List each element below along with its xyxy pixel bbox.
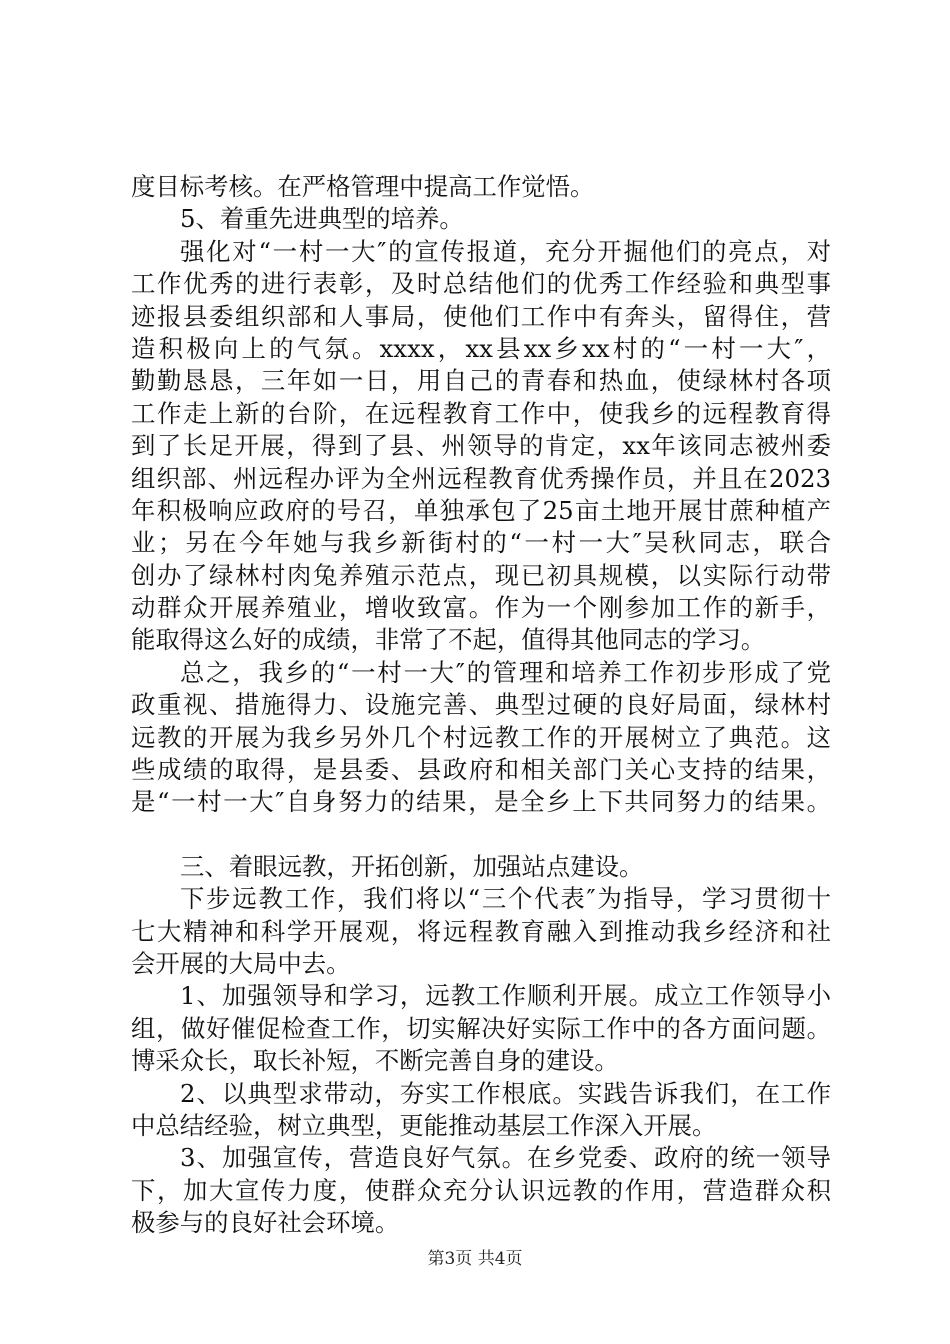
text-line: 创办了绿林村肉兔养殖示范点，现已初具规模，以实际行动带: [131, 560, 831, 590]
text-line: 工作优秀的进行表彰，及时总结他们的优秀工作经验和典型事: [131, 269, 831, 299]
text-line: 下，加大宣传力度，使群众充分认识远教的作用，营造群众积: [131, 1175, 831, 1205]
text-line: 些成绩的取得，是县委、县政府和相关部门关心支持的结果，: [131, 755, 831, 785]
text-line: 七大精神和科学开展观，将远程教育融入到推动我乡经济和社: [131, 916, 831, 946]
text-line: 年积极响应政府的号召，单独承包了25亩土地开展甘蔗种植产: [131, 495, 831, 525]
text-line: 组，做好催促检查工作，切实解决好实际工作中的各方面问题。: [131, 1013, 831, 1043]
text-line: 政重视、措施得力、设施完善、典型过硬的良好局面，绿林村: [131, 690, 831, 720]
text-line: 度目标考核。在严格管理中提高工作觉悟。: [131, 172, 595, 201]
text-line: 中总结经验，树立典型，更能推动基层工作深入开展。: [131, 1110, 717, 1140]
text-line: 3、加强宣传，营造良好气氛。在乡党委、政府的统一领导: [180, 1143, 831, 1173]
section-heading: 三、着眼远教，开拓创新，加强站点建设。: [180, 851, 644, 881]
text-line: 动群众开展养殖业，增收致富。作为一个刚参加工作的新手，: [131, 593, 831, 623]
text-line: 业；另在今年她与我乡新街村的“一村一大″吴秋同志，联合: [131, 528, 831, 558]
text-line: 到了长足开展，得到了县、州领导的肯定，xx年该同志被州委: [131, 431, 831, 461]
section-heading: 5、着重先进典型的培养。: [180, 204, 464, 234]
paragraph-gap: [131, 819, 831, 851]
text-line: 强化对“一村一大″的宣传报道，充分开掘他们的亮点，对: [180, 236, 831, 266]
text-line: 工作走上新的台阶，在远程教育工作中，使我乡的远程教育得: [131, 398, 831, 428]
text-line: 会开展的大局中去。: [131, 948, 351, 978]
text-line: 极参与的良好社会环境。: [131, 1208, 400, 1238]
text-line: 1、加强领导和学习，远教工作顺利开展。成立工作领导小: [180, 981, 831, 1011]
text-line: 组织部、州远程办评为全州远程教育优秀操作员，并且在2023: [131, 463, 831, 493]
text-line: 造积极向上的气氛。xxxx，xx县xx乡xx村的“一村一大″，: [131, 333, 831, 363]
text-line: 勤勤恳恳，三年如一日，用自己的青春和热血，使绿林村各项: [131, 366, 831, 396]
document-body: [131, 171, 831, 1240]
text-line: 博采众长，取长补短，不断完善自身的建设。: [131, 1046, 619, 1076]
page-footer: 第3页 共4页: [427, 1249, 523, 1269]
text-line: 是“一村一大″自身努力的结果，是全乡上下共同努力的结果。: [131, 787, 831, 817]
text-line: 能取得这么好的成绩，非常了不起，值得其他同志的学习。: [131, 625, 766, 655]
text-line: 远教的开展为我乡另外几个村远教工作的开展树立了典范。这: [131, 722, 831, 752]
text-line: 下步远教工作，我们将以“三个代表″为指导，学习贯彻十: [180, 884, 831, 914]
text-line: 总之，我乡的“一村一大″的管理和培养工作初步形成了党: [180, 657, 831, 687]
text-line: 迹报县委组织部和人事局，使他们工作中有奔头，留得住，营: [131, 301, 831, 331]
text-line: 2、以典型求带动，夯实工作根底。实践告诉我们，在工作: [180, 1078, 831, 1108]
